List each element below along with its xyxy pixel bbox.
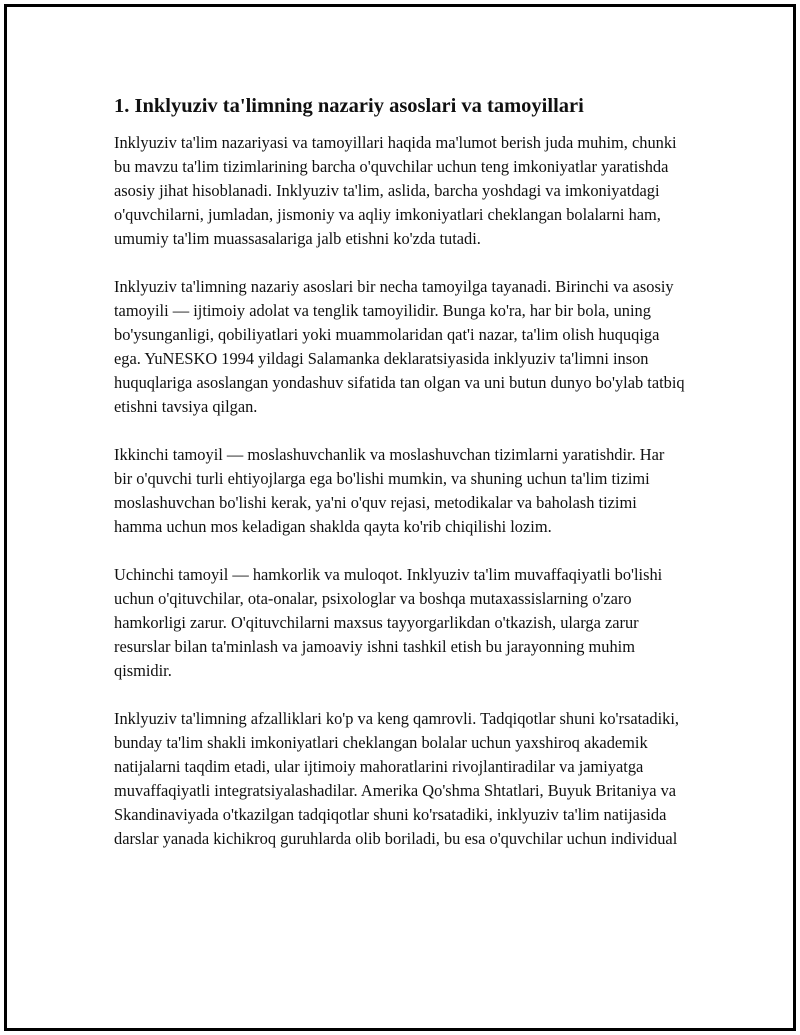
document-body [114,92,686,875]
section-heading: 1. Inklyuziv ta'limning nazariy asoslari va tamoyillari [114,95,584,117]
paragraph-5: Inklyuziv ta'limning afzalliklari ko'p va keng qamrovli. Tadqiqotlar shuni ko'rsatadiki, bunday ta'lim shakli imkoniyatlari cheklangan bolalar uchun yaxshiroq akademik natijalarni taqdim etadi, ular ijtimoiy mahoratlarini rivojlantiradilar va jamiyatga muvaffaqiyatli integratsiyalashadilar. Amerika Qo'shma Shtatlari, Buyuk Britaniya va Skandinaviyada o'tkazilgan tadqiqotlar shuni ko'rsatadiki, inklyuziv ta'lim natijasida darslar yanada kichikroq guruhlarda olib boriladi, bu esa o'quvchilar uchun individual [114,709,680,848]
paragraph-1: Inklyuziv ta'lim nazariyasi va tamoyillari haqida ma'lumot berish juda muhim, chunki bu mavzu ta'lim tizimlarining barcha o'quvchilar uchun teng imkoniyatlar yaratishda asosiy jihat hisoblanadi. Inklyuziv ta'lim, aslida, barcha yoshdagi va imkoniyatdagi o'quvchilarni, jumladan, jismoniy va aqliy imkoniyatlari cheklangan bolalarni ham, umumiy ta'lim muassasalariga jalb etishni ko'zda tutadi. [114,133,677,248]
paragraph-4: Uchinchi tamoyil — hamkorlik va muloqot. Inklyuziv ta'lim muvaffaqiyatli bo'lishi uchun o'qituvchilar, ota-onalar, psixologlar va boshqa mutaxassislarning o'zaro hamkorligi zarur. O'qituvchilarni maxsus tayyorgarlikdan o'tkazish, ularga zarur resurslar bilan ta'minlash va jamoaviy ishni tashkil etish bu jarayonning muhim qismidir. [114,565,663,680]
paragraph-2: Inklyuziv ta'limning nazariy asoslari bir necha tamoyilga tayanadi. Birinchi va asosiy tamoyili — ijtimoiy adolat va tenglik tamoyilidir. Bunga ko'ra, har bir bola, uning bo'ysunganligi, qobiliyatlari yoki muammolaridan qat'i nazar, ta'lim olish huquqiga ega. YuNESKO 1994 yildagi Salamanka deklaratsiyasida inklyuziv ta'limni inson huquqlariga asoslangan yondashuv sifatida tan olgan va uni butun dunyo bo'ylab tatbiq etishni tavsiya qilgan. [114,277,685,416]
paragraph-3: Ikkinchi tamoyil — moslashuvchanlik va moslashuvchan tizimlarni yaratishdir. Har bir o'quvchi turli ehtiyojlarga ega bo'lishi mumkin, va shuning uchun ta'lim tizimi moslashuvchan bo'lishi kerak, ya'ni o'quv rejasi, metodikalar va baholash tizimi hamma uchun mos keladigan shaklda qayta ko'rib chiqilishi lozim. [114,445,665,536]
